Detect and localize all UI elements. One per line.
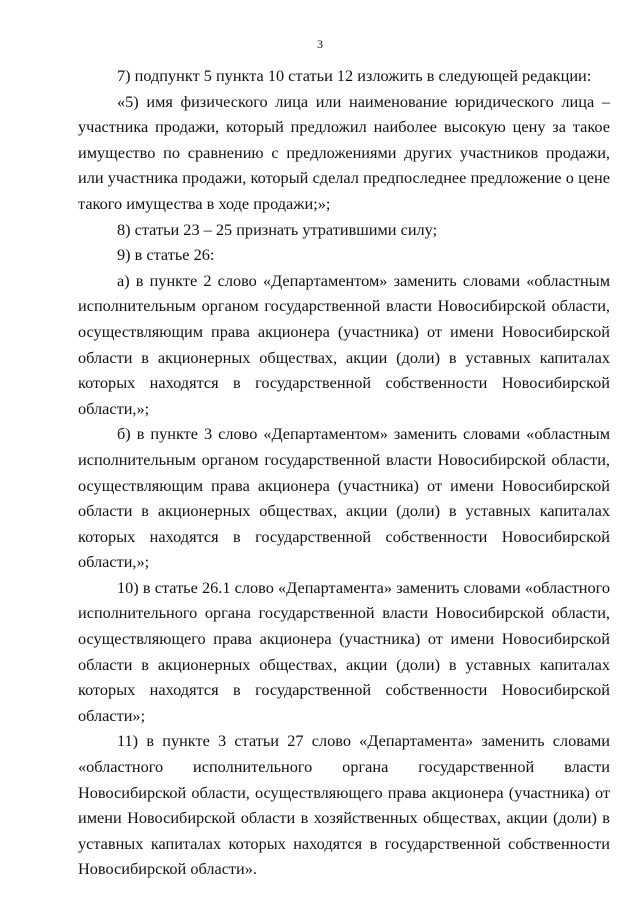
paragraph-item-9b: б) в пункте 3 слово «Департаментом» заменить словами «областным исполнительным органом государственной власти Новосибирской области, осуществляющим права акционера (участника) от имени Новосибирской области в акционерных обществах, акции (доли) в уставных капиталах которых находятся в государственной собственности Новосибирской области,»; (78, 424, 610, 572)
paragraph-quoted-subitem-5: «5) имя физического лица или наименование юридического лица – участника продажи, который предложил наиболее высокую цену за такое имущество по сравнению с предложениями других участников продажи, или участника продажи, который сделал предпоследнее предложение о цене такого имущества в ходе продажи;»; (78, 91, 610, 213)
document-body (78, 63, 610, 882)
paragraph-item-9: 9) в статье 26: (117, 245, 215, 265)
paragraph-item-10: 10) в статье 26.1 слово «Департамента» заменить словами «областного исполнительного органа государственной власти Новосибирской области, осуществляющего права акционера (участника) от имени Новосибирской области в акционерных обществах, акции (доли) в уставных капиталах которых находятся в государственной собственности Новосибирской области»; (78, 577, 610, 725)
paragraph-item-11: 11) в пункте 3 статьи 27 слово «Департамента» заменить словами «областного исполнительного органа государственной власти Новосибирской области, осуществляющего права акционера (участника) от имени Новосибирской области в хозяйственных обществах, акции (доли) в уставных капиталах которых находятся в государственной собственности Новосибирской области». (78, 731, 610, 879)
paragraph-item-8: 8) статьи 23 – 25 признать утратившими силу; (117, 219, 438, 239)
paragraph-item-7: 7) подпункт 5 пункта 10 статьи 12 изложить в следующей редакции: (117, 66, 592, 85)
page-number: 3 (317, 37, 323, 51)
paragraph-item-9a: а) в пункте 2 слово «Департаментом» заменить словами «областным исполнительным органом государственной власти Новосибирской области, осуществляющим права акционера (участника) от имени Новосибирской области в акционерных обществах, акции (доли) в уставных капиталах которых находятся в государственной собственности Новосибирской области,»; (78, 270, 610, 418)
